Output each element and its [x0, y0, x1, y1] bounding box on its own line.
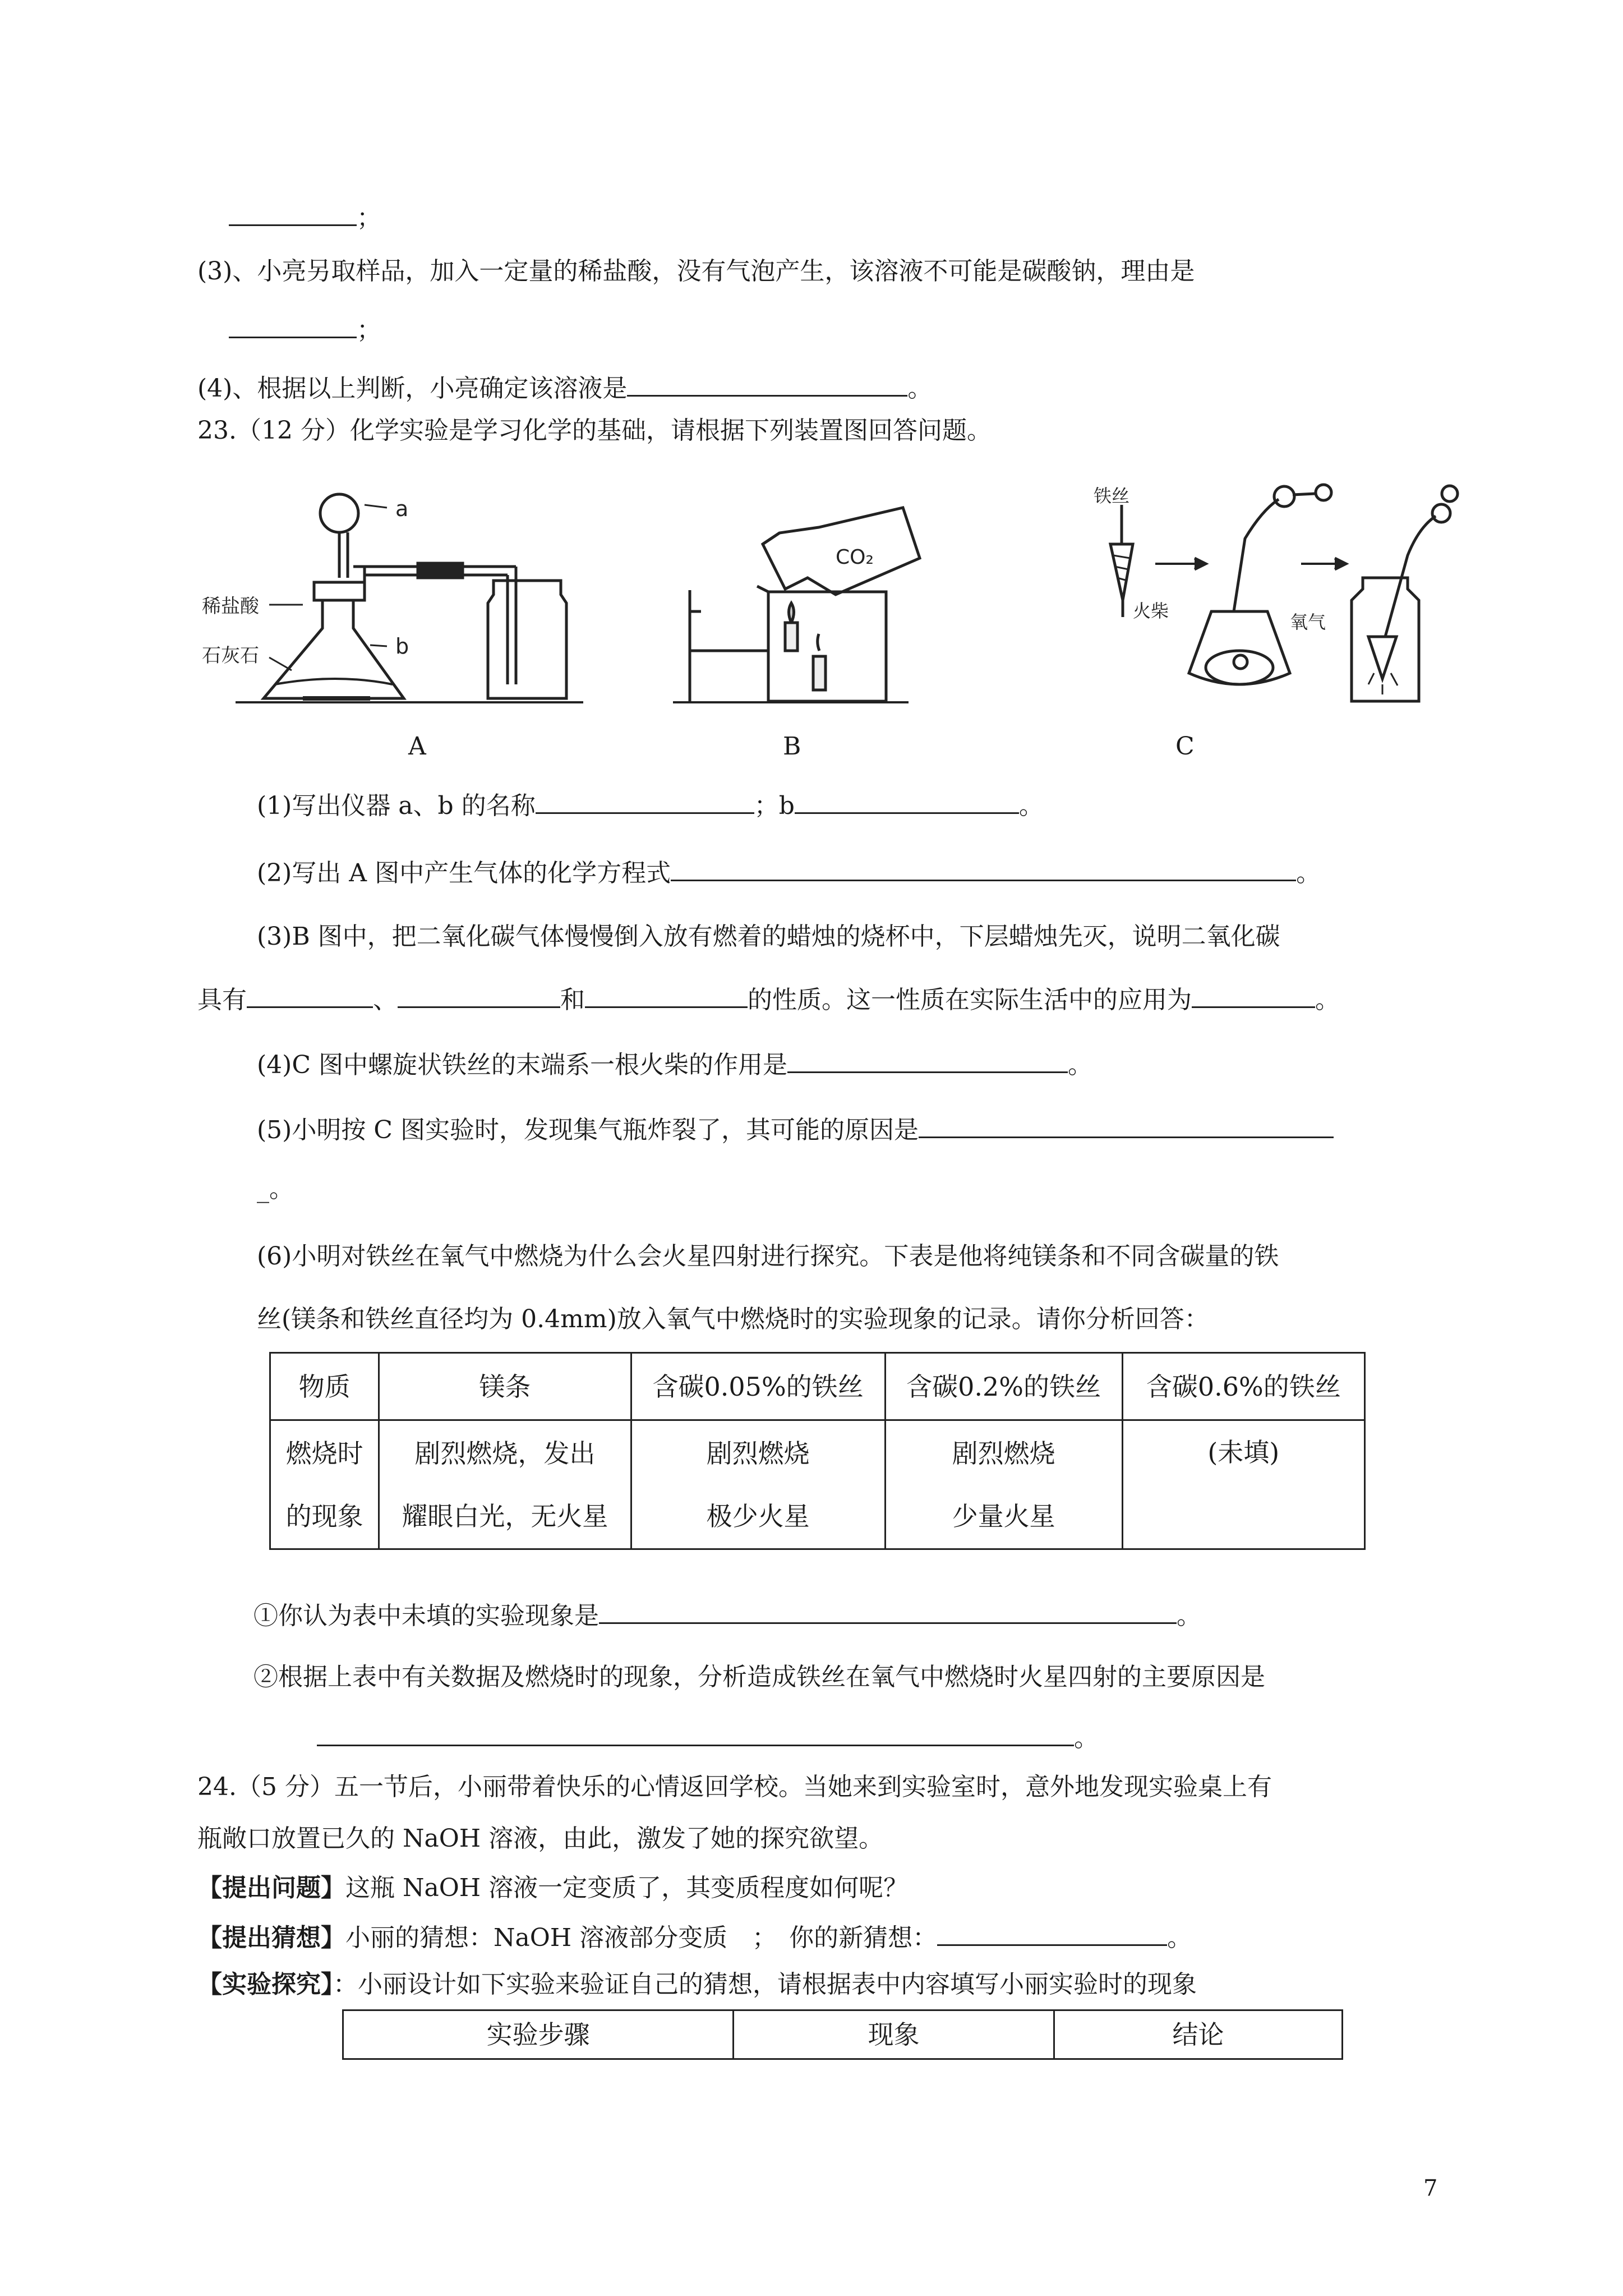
answer-blank[interactable]: [229, 312, 357, 338]
table-header: 现象: [734, 2010, 1054, 2059]
label-a: a: [395, 496, 409, 521]
label-oxygen: 氧气: [1290, 611, 1326, 633]
q23-q2: ②根据上表中有关数据及燃烧时的现象，分析造成铁丝在氧气中燃烧时火星四射的主要原因是: [253, 1663, 1265, 1691]
q22-part3-blank-line: ；: [229, 312, 381, 347]
table-header: 含碳0.2%的铁丝: [885, 1353, 1122, 1420]
answer-blank[interactable]: [627, 370, 907, 397]
apparatus-b: [673, 508, 920, 702]
label-acid: 稀盐酸: [202, 595, 259, 618]
table-row-label: 燃烧时 的现象: [270, 1420, 379, 1549]
label-match: 火柴: [1133, 600, 1169, 622]
q24-title-line2: 瓶敞口放置已久的 NaOH 溶液，由此，激发了她的探究欲望。: [197, 1824, 884, 1853]
table-cell: 剧烈燃烧，发出 耀眼白光，无火星: [379, 1420, 631, 1549]
apparatus-figure: [202, 482, 1464, 718]
q23-p6-line1: (6)小明对铁丝在氧气中燃烧为什么会火星四射进行探究。下表是他将纯镁条和不同含碳量的铁: [257, 1242, 1279, 1271]
answer-blank[interactable]: [317, 1720, 1074, 1746]
answer-blank[interactable]: [599, 1598, 1177, 1624]
apparatus-a: [236, 494, 583, 702]
table-header: 实验步骤: [343, 2010, 734, 2059]
caption-c: C: [1175, 732, 1195, 761]
answer-blank[interactable]: [937, 1920, 1167, 1946]
q23-p2: (2)写出 A 图中产生气体的化学方程式 。: [257, 855, 1321, 890]
q23-p6-line2: 丝(镁条和铁丝直径均为 0.4mm)放入氧气中燃烧时的实验现象的记录。请你分析回答：: [257, 1305, 1209, 1333]
q24-title-line1: 24.（5 分）五一节后，小丽带着快乐的心情返回学校。当她来到实验室时，意外地发现实验桌上有: [197, 1773, 1272, 1801]
q23-q2-blank-line: 。: [317, 1720, 1099, 1755]
q22-line0: ；: [229, 200, 381, 235]
answer-blank[interactable]: [585, 982, 748, 1008]
answer-blank[interactable]: [398, 982, 560, 1008]
q24-ask: 【提出问题】这瓶 NaOH 溶液一定变质了，其变质程度如何呢？: [197, 1874, 909, 1902]
table-cell: 剧烈燃烧 少量火星: [885, 1420, 1122, 1549]
q22-part4: (4)、根据以上判断，小亮确定该溶液是 。: [197, 370, 932, 406]
answer-blank[interactable]: [787, 1047, 1068, 1073]
answer-blank[interactable]: [229, 200, 357, 226]
q23-p5-end: _。: [257, 1175, 294, 1203]
combustion-table: [269, 1352, 1366, 1550]
answer-blank-a[interactable]: [536, 788, 754, 814]
label-wire: 铁丝: [1094, 485, 1130, 507]
table-header: 镁条: [379, 1353, 631, 1420]
q23-q1: ①你认为表中未填的实验现象是 。: [253, 1598, 1201, 1633]
table-cell-unfilled: (未填): [1122, 1420, 1364, 1549]
apparatus-c: [1110, 485, 1458, 701]
label-stone: 石灰石: [202, 645, 259, 667]
answer-blank[interactable]: [671, 855, 1296, 881]
q23-p5: (5)小明按 C 图实验时，发现集气瓶炸裂了，其可能的原因是: [257, 1112, 1334, 1147]
experiment-table: [342, 2009, 1343, 2060]
table-cell: 剧烈燃烧 极少火星: [631, 1420, 885, 1549]
q23-p3-line1: (3)B 图中，把二氧化碳气体慢慢倒入放有燃着的蜡烛的烧杯中，下层蜡烛先灭，说明二氧化碳: [257, 922, 1280, 951]
q24-exp: 【实验探究】：小丽设计如下实验来验证自己的猜想，请根据表中内容填写小丽实验时的现象: [197, 1970, 1197, 1999]
page-number: 7: [1423, 2175, 1438, 2201]
q22-part3: (3)、小亮另取样品，加入一定量的稀盐酸，没有气泡产生，该溶液不可能是碳酸钠，理由是: [197, 257, 1195, 286]
table-header: 含碳0.05%的铁丝: [631, 1353, 885, 1420]
caption-b: B: [783, 732, 801, 761]
table-header: 结论: [1054, 2010, 1342, 2059]
q24-guess: 【提出猜想】小丽的猜想：NaOH 溶液部分变质 ； 你的新猜想： 。: [197, 1920, 1192, 1955]
answer-blank[interactable]: [919, 1112, 1334, 1138]
q23-p3-line2: 具有 、 和 的性质。这一性质在实际生活中的应用为 。: [197, 982, 1340, 1017]
table-header: 含碳0.6%的铁丝: [1122, 1353, 1364, 1420]
answer-blank[interactable]: [1192, 982, 1315, 1008]
q23-p1: (1)写出仪器 a、b 的名称 ；b 。: [257, 788, 1044, 823]
label-b: b: [395, 634, 409, 659]
table-header: 物质: [270, 1353, 379, 1420]
caption-a: A: [408, 732, 426, 761]
answer-blank-b[interactable]: [795, 788, 1019, 814]
answer-blank[interactable]: [247, 982, 373, 1008]
q23-title: 23.（12 分）化学实验是学习化学的基础，请根据下列装置图回答问题。: [197, 416, 992, 445]
q23-p4: (4)C 图中螺旋状铁丝的末端系一根火柴的作用是 。: [257, 1047, 1092, 1082]
label-co2: CO₂: [836, 546, 874, 569]
